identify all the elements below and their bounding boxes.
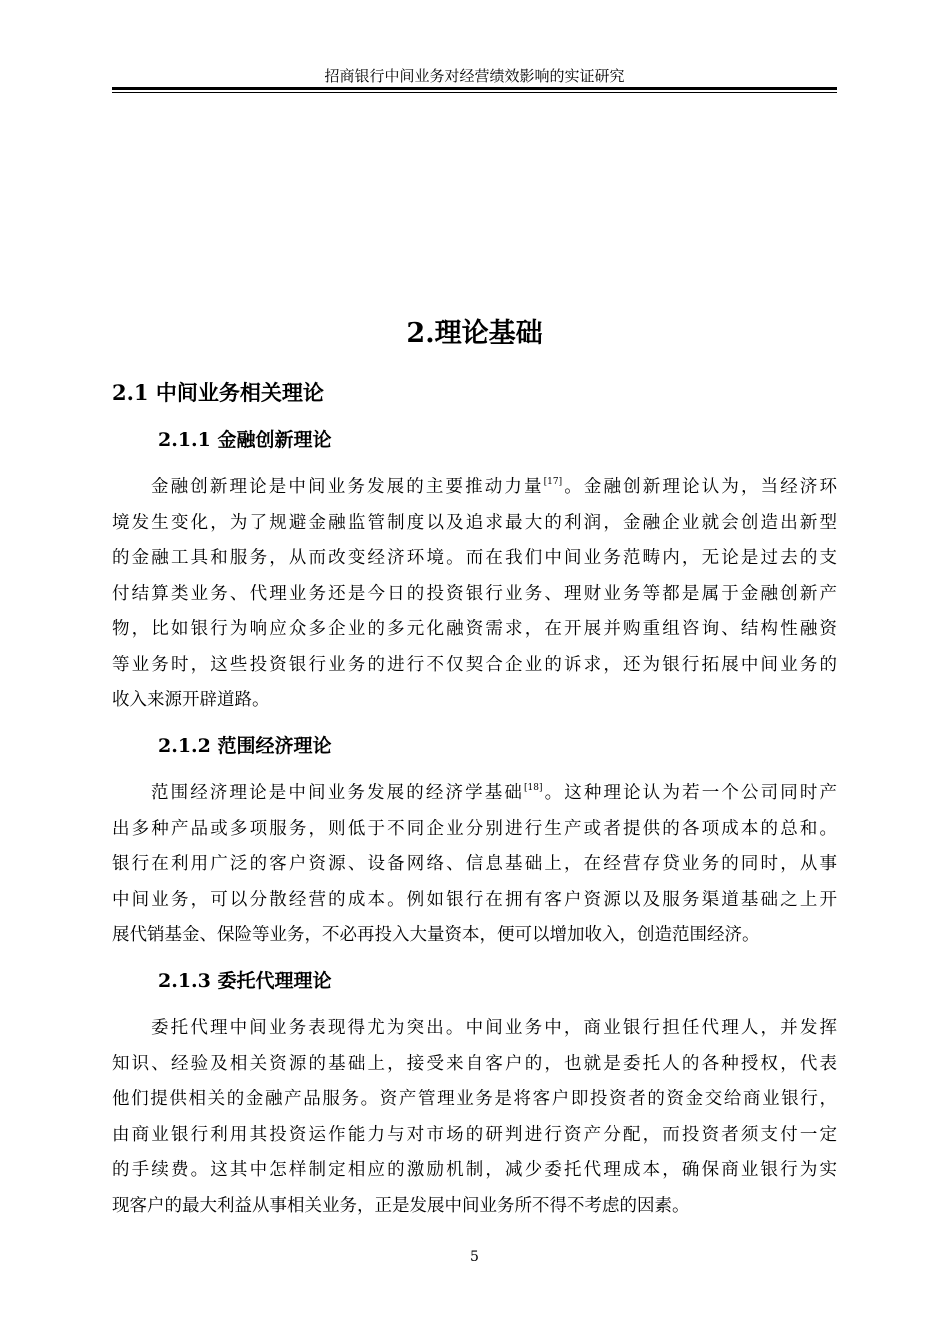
subsection-title-financial-innovation: 2.1.1 金融创新理论 — [158, 429, 332, 451]
text-run: 。金融创新理论认为，当经济环 — [562, 477, 837, 497]
paragraph-principal-agent — [112, 1011, 837, 1224]
paragraph-line: 他们提供相关的金融产品服务。资产管理业务是将客户即投资者的资金交给商业银行， — [112, 1089, 837, 1109]
text-run: 范围经济理论是中间业务发展的经济学基础 — [151, 783, 525, 803]
paragraph-line: 委托代理中间业务表现得尤为突出。中间业务中，商业银行担任代理人，并发挥 — [151, 1018, 837, 1038]
text-run: 金融创新理论是中间业务发展的主要推动力量 — [151, 477, 544, 497]
paragraph-line: 物，比如银行为响应众多企业的多元化融资需求，在开展并购重组咨询、结构性融资 — [112, 619, 837, 639]
paragraph-line: 银行在利用广泛的客户资源、设备网络、信息基础上，在经营存贷业务的同时，从事 — [112, 854, 837, 874]
paragraph-line: 境发生变化，为了规避金融监管制度以及追求最大的利润，金融企业就会创造出新型 — [112, 512, 837, 533]
paragraph-line: 中间业务，可以分散经营的成本。例如银行在拥有客户资源以及服务渠道基础之上开 — [112, 889, 837, 910]
citation-17: [17] — [543, 477, 563, 487]
paragraph-financial-innovation — [112, 470, 837, 719]
paragraph-line: 的金融工具和服务，从而改变经济环境。而在我们中间业务范畴内，无论是过去的支 — [112, 548, 837, 568]
subsection-title-economies-of-scope: 2.1.2 范围经济理论 — [158, 735, 332, 757]
paragraph-line: 由商业银行利用其投资运作能力与对市场的研判进行资产分配，而投资者须支付一定 — [112, 1124, 837, 1145]
citation-18: [18] — [524, 783, 543, 793]
text-run: 。这种理论认为若一个公司同时产 — [542, 783, 838, 803]
header-rule-thin — [112, 92, 837, 93]
running-header: 招商银行中间业务对经营绩效影响的实证研究 — [324, 67, 625, 85]
chapter-title: 2.理论基础 — [406, 318, 543, 349]
paragraph-line: 知识、经验及相关资源的基础上，接受来自客户的，也就是委托人的各种授权，代表 — [112, 1053, 837, 1074]
paragraph-line — [112, 470, 837, 506]
paragraph-line — [112, 776, 837, 812]
paragraph-line: 展代销基金、保险等业务，不必再投入大量资本，便可以增加收入，创造范围经济。 — [112, 925, 760, 945]
subsection-title-principal-agent: 2.1.3 委托代理理论 — [158, 970, 332, 992]
section-title: 2.1 中间业务相关理论 — [112, 380, 324, 405]
paragraph-line: 出多种产品或多项服务，则低于不同企业分别进行生产或者提供的各项成本的总和。 — [112, 818, 837, 839]
paragraph-line: 现客户的最大利益从事相关业务，正是发展中间业务所不得不考虑的因素。 — [112, 1195, 690, 1216]
paragraph-economies-of-scope — [112, 776, 837, 954]
paragraph-line: 收入来源开辟道路。 — [112, 690, 270, 710]
paragraph-line: 等业务时，这些投资银行业务的进行不仅契合企业的诉求，还为银行拓展中间业务的 — [112, 654, 837, 675]
page-number: 5 — [470, 1249, 479, 1265]
paragraph-line: 付结算类业务、代理业务还是今日的投资银行业务、理财业务等都是属于金融创新产 — [112, 583, 837, 604]
header-rule-thick — [112, 87, 837, 90]
paragraph-line: 的手续费。这其中怎样制定相应的激励机制，减少委托代理成本，确保商业银行为实 — [112, 1160, 837, 1180]
